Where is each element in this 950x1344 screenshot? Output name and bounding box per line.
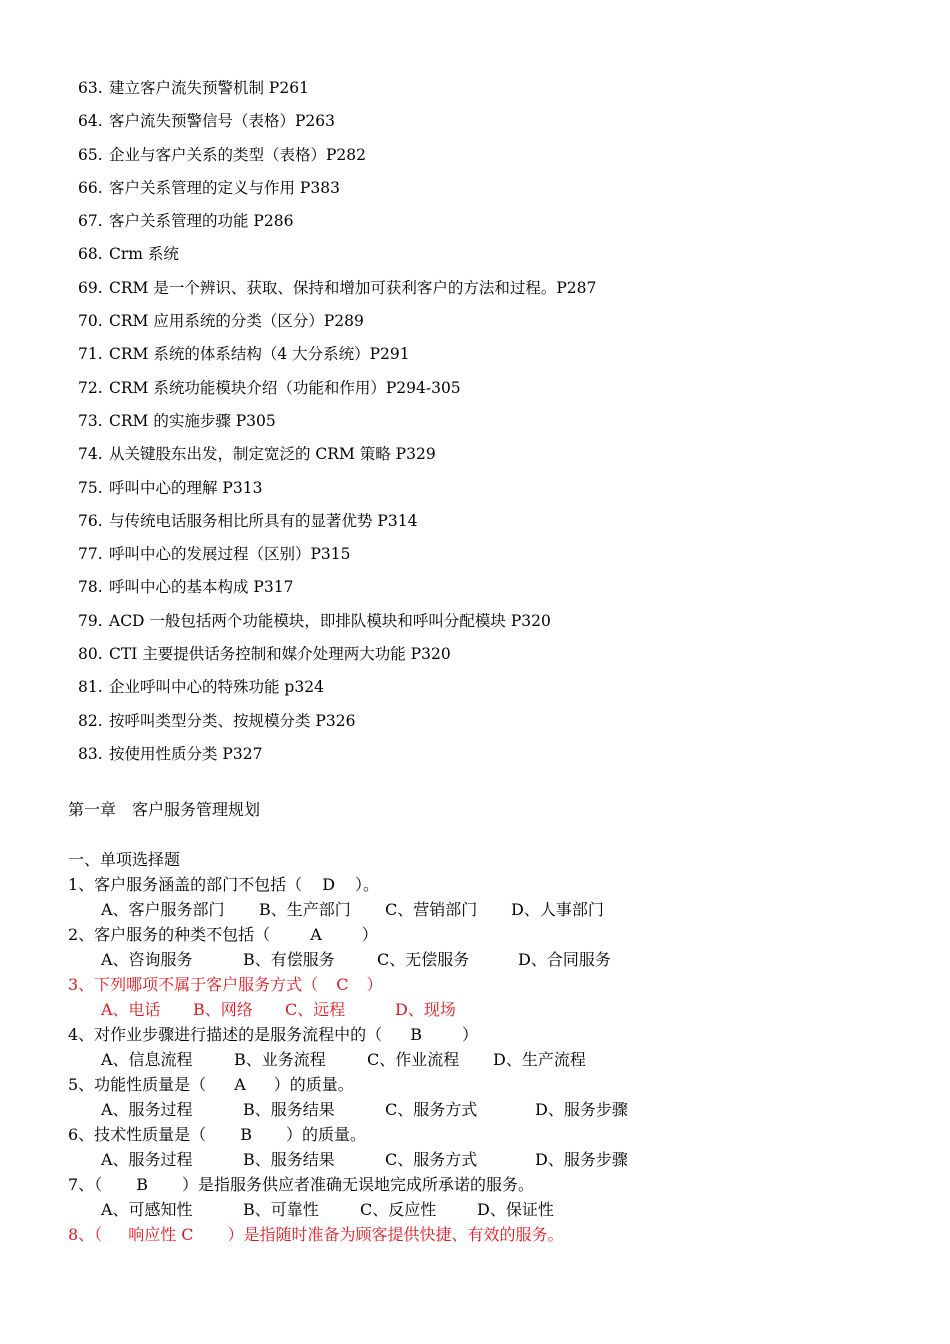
option-row [68, 947, 628, 972]
option: C、无偿服务 [377, 950, 470, 969]
question: 2、客户服务的种类不包括（ A ） [68, 922, 628, 947]
option-row [68, 897, 628, 922]
answer-text: A [234, 1075, 246, 1094]
question: 5、功能性质量是（ A ）的质量。 [68, 1072, 628, 1097]
option: D、合同服务 [518, 950, 611, 969]
option-row [68, 1147, 628, 1172]
answer-text: B [136, 1175, 148, 1194]
question: 3、下列哪项不属于客户服务方式（ C ） [68, 972, 628, 997]
option: A、咨询服务 [101, 950, 193, 969]
answer-text: 响应性 C [128, 1225, 194, 1244]
option: C、反应性 [360, 1200, 437, 1219]
answer-text: C [336, 975, 349, 994]
question: 7、（ B ）是指服务供应者准确无误地完成所承诺的服务。 [68, 1172, 628, 1197]
outline-item: 79. ACD 一般包括两个功能模块，即排队模块和呼叫分配模块 P320 [78, 611, 551, 630]
outline-item: 78. 呼叫中心的基本构成 P317 [78, 578, 294, 597]
outline-item: 69. CRM 是一个辨识、获取、保持和增加可获利客户的方法和过程。P287 [78, 278, 597, 297]
option-row [68, 1197, 628, 1222]
option: C、远程 [285, 1000, 346, 1019]
answer-text: B [240, 1125, 252, 1144]
option: A、服务过程 [101, 1100, 193, 1119]
option: B、可靠性 [243, 1200, 319, 1219]
outline-item: 75. 呼叫中心的理解 P313 [78, 478, 263, 497]
option: B、生产部门 [259, 900, 351, 919]
outline-item: 63. 建立客户流失预警机制 P261 [78, 79, 309, 97]
option: C、营销部门 [385, 900, 478, 919]
outline-item: 73. CRM 的实施步骤 P305 [78, 411, 276, 430]
outline-item: 71. CRM 系统的体系结构（4 大分系统）P291 [78, 345, 410, 364]
option: B、网络 [193, 1000, 253, 1019]
chapter-title: 第一章 客户服务管理规划 [68, 800, 261, 819]
outline-item: 82. 按呼叫类型分类、按规模分类 P326 [78, 711, 356, 730]
outline-item: 67. 客户关系管理的功能 P286 [78, 212, 294, 231]
question: 8、（ 响应性 C ）是指随时准备为顾客提供快捷、有效的服务。 [68, 1222, 628, 1247]
answer-text: B [410, 1025, 422, 1044]
option: D、人事部门 [511, 900, 604, 919]
option: A、信息流程 [101, 1050, 193, 1069]
outline-item: 76. 与传统电话服务相比所具有的显著优势 P314 [78, 511, 418, 530]
option: A、可感知性 [101, 1200, 193, 1219]
option: A、客户服务部门 [101, 900, 225, 919]
outline-item: 70. CRM 应用系统的分类（区分）P289 [78, 312, 364, 331]
section-title: 一、单项选择题 [68, 850, 181, 869]
option: B、服务结果 [243, 1150, 335, 1169]
outline-item: 77. 呼叫中心的发展过程（区别）P315 [78, 545, 351, 564]
option-row [68, 1047, 628, 1072]
question: 1、客户服务涵盖的部门不包括（ D ）。 [68, 872, 628, 897]
outline-item: 80. CTI 主要提供话务控制和媒介处理两大功能 P320 [78, 645, 451, 664]
option: A、电话 [101, 1000, 161, 1019]
option-row [68, 997, 628, 1022]
topic-outline [78, 72, 596, 771]
answer-text: A [310, 925, 322, 944]
option: A、服务过程 [101, 1150, 193, 1169]
outline-item: 72. CRM 系统功能模块介绍（功能和作用）P294-305 [78, 378, 461, 397]
option: B、服务结果 [243, 1100, 335, 1119]
outline-item: 81. 企业呼叫中心的特殊功能 p324 [78, 678, 324, 697]
option: B、业务流程 [234, 1050, 326, 1069]
option: C、服务方式 [385, 1100, 478, 1119]
option: B、有偿服务 [243, 950, 335, 969]
outline-item: 74. 从关键股东出发，制定宽泛的 CRM 策略 P329 [78, 445, 436, 464]
option: C、服务方式 [385, 1150, 478, 1169]
question: 4、对作业步骤进行描述的是服务流程中的（ B ） [68, 1022, 628, 1047]
option: D、生产流程 [493, 1050, 586, 1069]
option: D、服务步骤 [535, 1150, 628, 1169]
option: D、保证性 [477, 1200, 554, 1219]
outline-item: 66. 客户关系管理的定义与作用 P383 [78, 178, 340, 197]
question: 6、技术性质量是（ B ）的质量。 [68, 1122, 628, 1147]
answer-text: D [322, 875, 336, 894]
quiz-section [68, 847, 628, 1247]
outline-item: 65. 企业与客户关系的类型（表格）P282 [78, 145, 367, 164]
outline-item: 68. Crm 系统 [78, 245, 179, 264]
outline-item: 83. 按使用性质分类 P327 [78, 744, 263, 763]
option: D、服务步骤 [535, 1100, 628, 1119]
outline-item: 64. 客户流失预警信号（表格）P263 [78, 112, 336, 131]
option: D、现场 [395, 1000, 456, 1019]
option: C、作业流程 [367, 1050, 460, 1069]
option-row [68, 1097, 628, 1122]
